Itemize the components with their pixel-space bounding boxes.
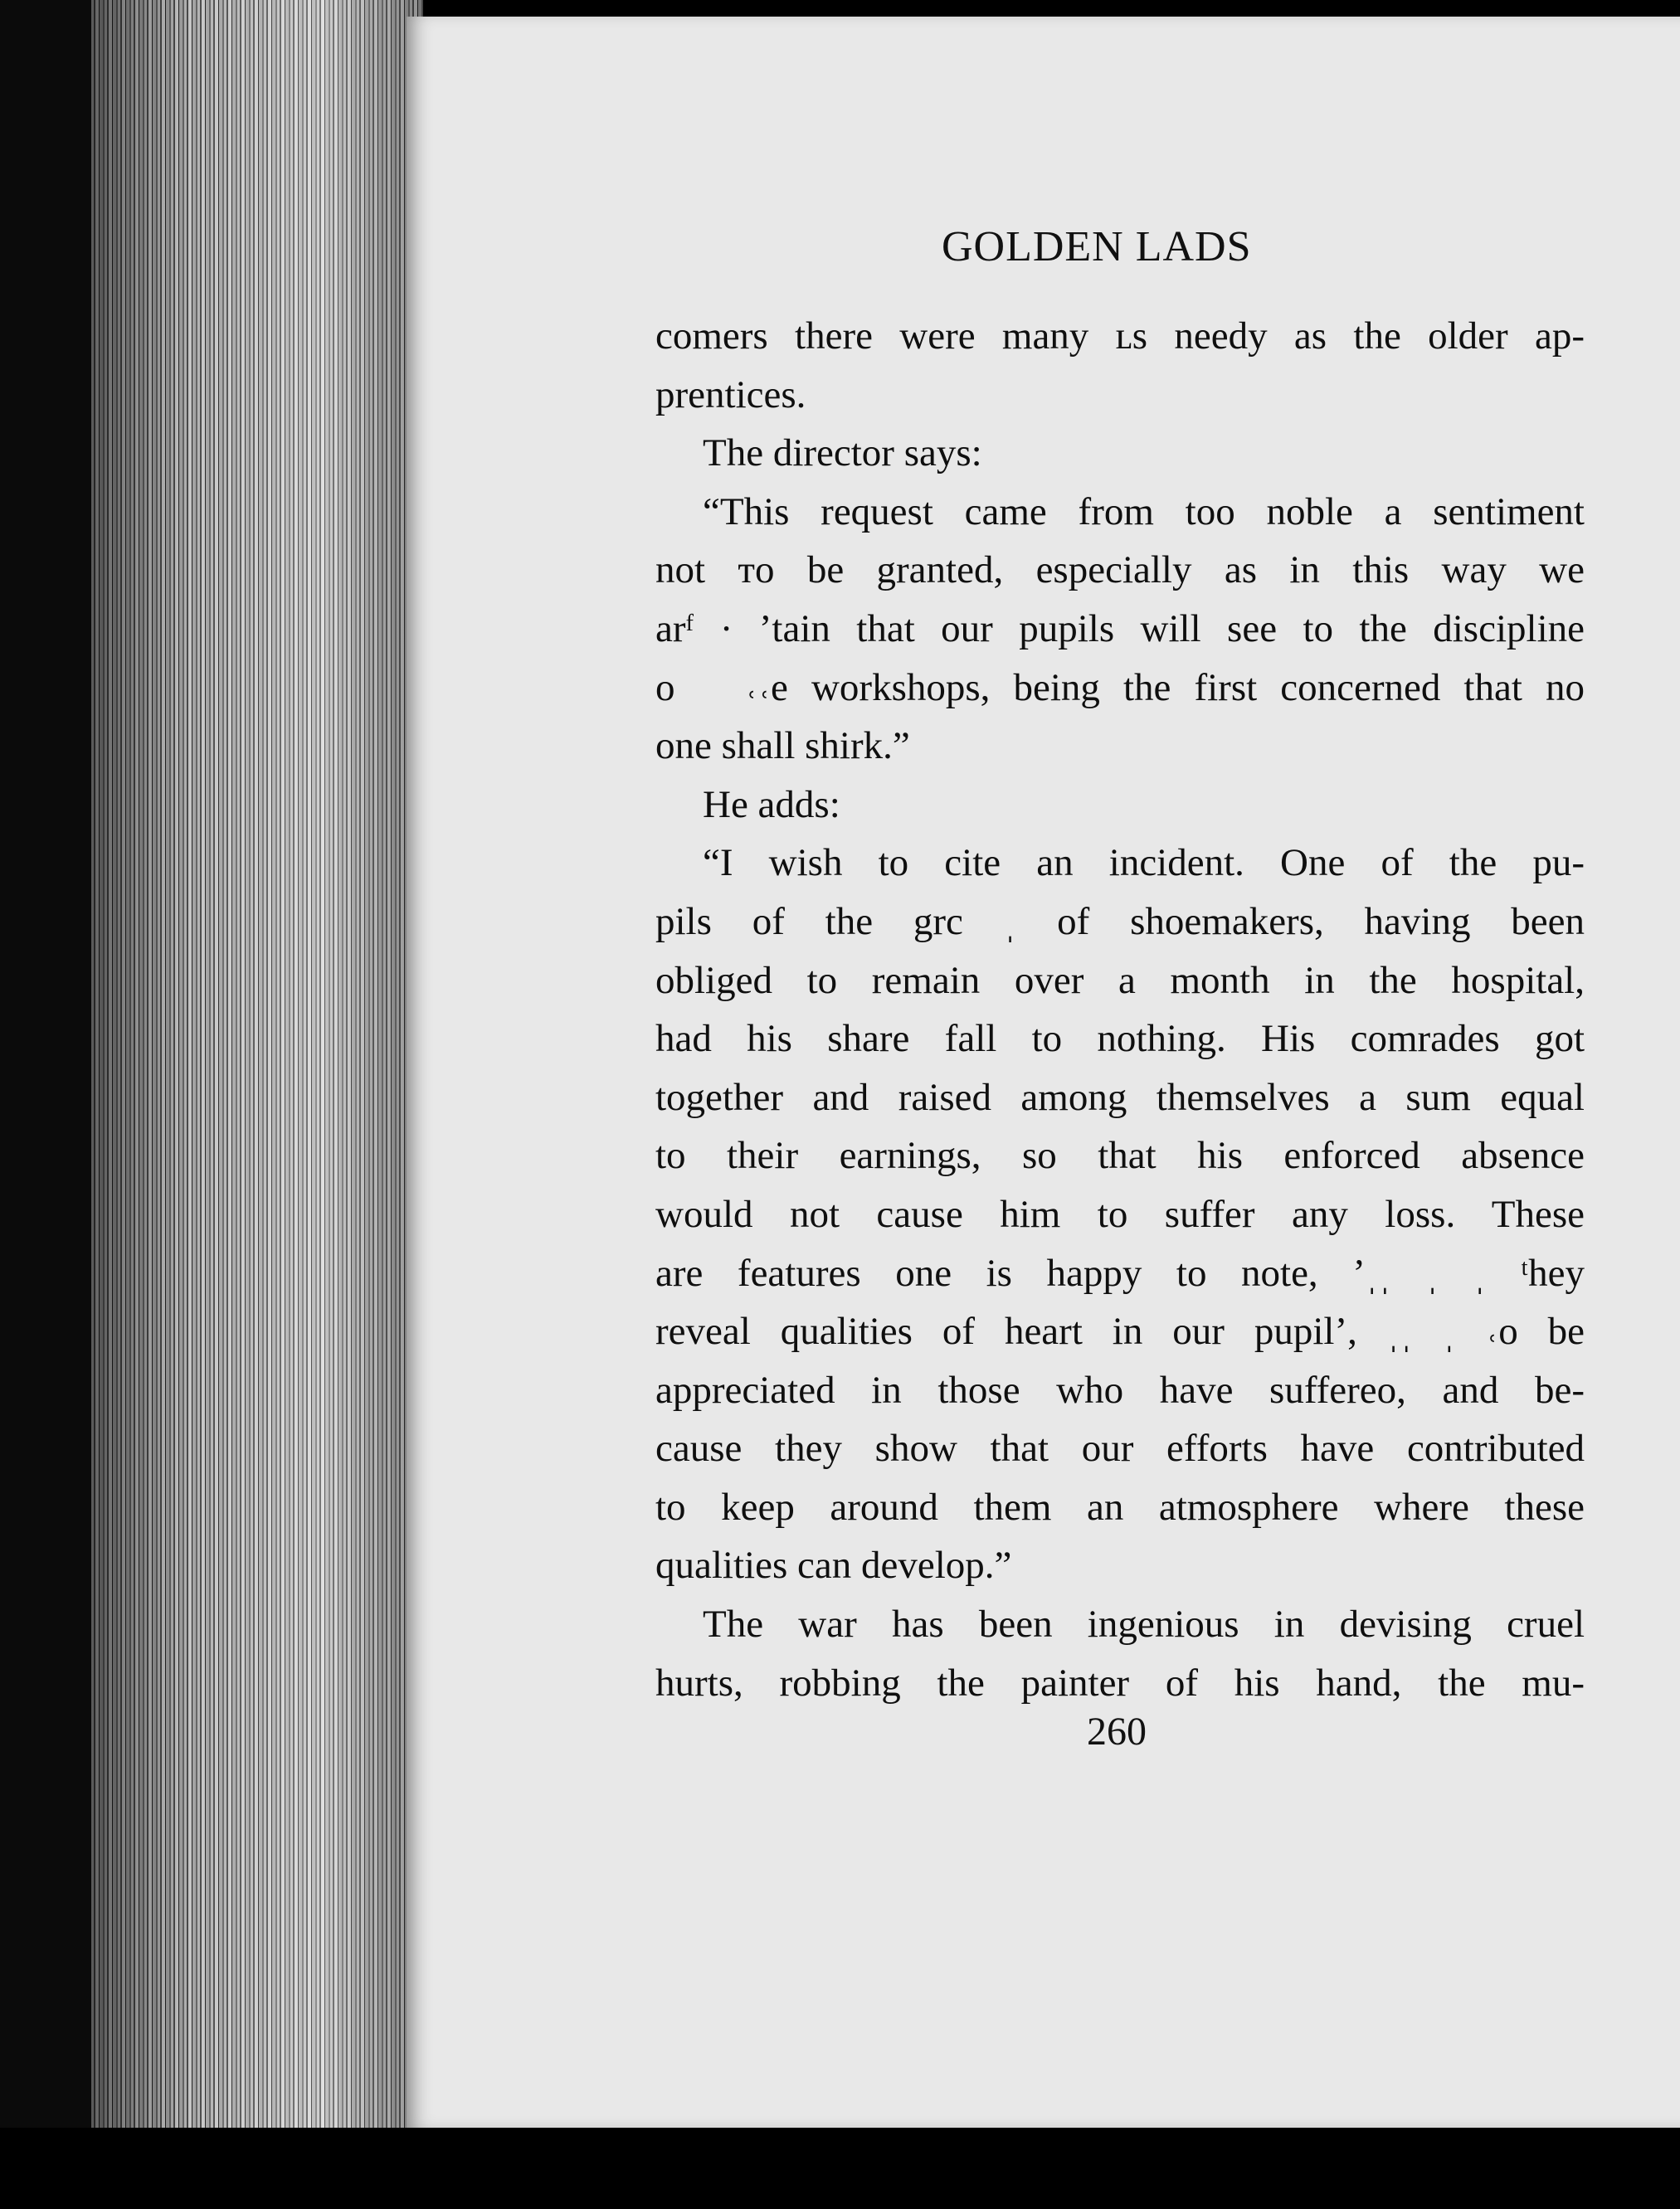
text-line: arᶠ · ʼtain that our pupils will see to the discipline (655, 606, 1585, 650)
text-line: would not cause him to suffer any loss. These (655, 1192, 1585, 1236)
text-line: prentices. (655, 372, 806, 416)
text-line: “I wish to cite an incident. One of the pu- (703, 841, 1585, 885)
text-line: to keep around them an atmosphere where these (655, 1485, 1585, 1529)
running-head: GOLDEN LADS (942, 223, 1252, 270)
text-line: qualities can develop.” (655, 1544, 1012, 1588)
text-line: comers there were many ʟѕ needy as the older ap- (655, 314, 1585, 358)
text-line: pils of the grc ˌ of shoemakers, having been (655, 899, 1585, 943)
page-fore-edge (91, 0, 423, 2132)
text-line: o ˓˓e workshops, being the first concerned that no (655, 665, 1585, 709)
bottom-scan-border (0, 2128, 1680, 2209)
page-number: 260 (1087, 1710, 1147, 1754)
text-line: had his share fall to nothing. His comrades got (655, 1017, 1585, 1061)
text-line: hurts, robbing the painter of his hand, the mu- (655, 1661, 1585, 1705)
text-line: not ᴛo be granted, especially as in this way we (655, 548, 1585, 592)
body-text (655, 307, 1585, 1712)
text-line: The director says: (703, 431, 982, 475)
text-line: cause they show that our efforts have contributed (655, 1427, 1585, 1471)
text-line: reveal qualities of heart in our pupilʼ, ˌˌ ˌ ˓o be (655, 1310, 1585, 1354)
book-spine-shadow (0, 0, 91, 2209)
text-line: The war has been ingenious in devising cruel (703, 1603, 1585, 1647)
text-line: “This request came from too noble a sentiment (703, 489, 1585, 533)
text-line: He adds: (703, 782, 840, 826)
text-line: one shall shirk.” (655, 724, 910, 768)
text-line: obliged to remain over a month in the hospital, (655, 958, 1585, 1002)
text-line: appreciated in those who have suffereo, and be- (655, 1368, 1585, 1412)
text-line: to their earnings, so that his enforced absence (655, 1134, 1585, 1178)
text-line: together and raised among themselves a sum equal (655, 1075, 1585, 1119)
text-line: are features one is happy to note, ʼˌˌ ˌ ˌ ᵗhey (655, 1251, 1585, 1295)
